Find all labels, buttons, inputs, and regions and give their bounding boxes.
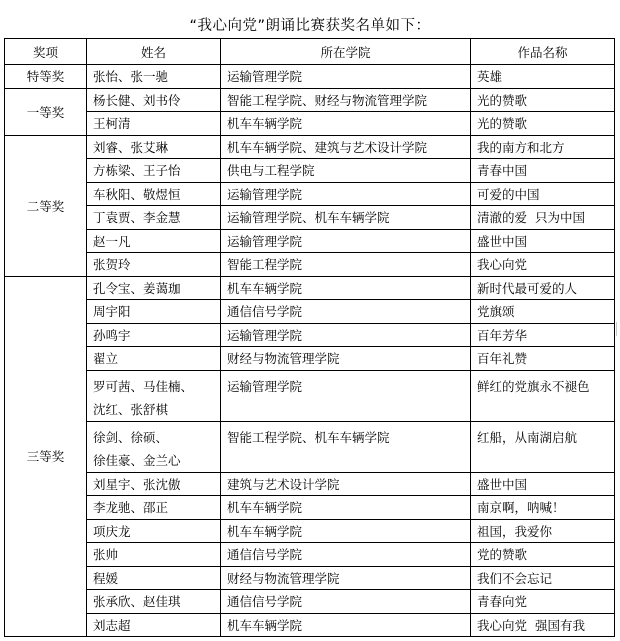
cell-college: 运输管理学院 [221,323,471,347]
cell-work [471,421,615,472]
cell-work: 百年芳华 [471,323,615,347]
cell-college: 运输管理学院 [221,182,471,206]
table-row [5,253,615,277]
header-award: 奖项 [5,39,87,65]
table-row [5,206,615,230]
cell-work: 青春向党 [471,590,615,614]
cell-names: 项庆龙 [87,519,221,543]
table-row [5,65,615,89]
cell-work: 盛世中国 [471,472,615,496]
cell-college: 运输管理学院 [221,65,471,89]
header-work: 作品名称 [471,39,615,65]
cell-names: 杨长健、刘书伶 [87,88,221,112]
cell-college [221,370,471,421]
cell-names: 张承欣、赵佳琪 [87,590,221,614]
cell-college: 通信信号学院 [221,543,471,567]
cell-names: 刘志超 [87,613,221,637]
cell-college: 智能工程学院 [221,253,471,277]
cell-college: 供电与工程学院 [221,159,471,183]
cell-college: 财经与物流管理学院 [221,347,471,371]
table-row [5,182,615,206]
table-header-row [5,39,615,65]
table-row [5,112,615,136]
name-line: 徐剑、徐硕、 [93,429,169,445]
cell-names: 王柯清 [87,112,221,136]
table-row [5,276,615,300]
cell-names: 张怡、张一驰 [87,65,221,89]
table-row [5,300,615,324]
table-row [5,370,615,421]
name-line: 罗可茜、马佳楠、 [93,378,194,394]
table-row [5,135,615,159]
work-text: 红船，从南湖启航 [477,429,578,445]
cell-names: 方栋梁、王子怡 [87,159,221,183]
table-row [5,566,615,590]
cell-names: 刘睿、张艾琳 [87,135,221,159]
award-third: 三等奖 [5,276,87,637]
table-row [5,229,615,253]
cell-work: 英雄 [471,65,615,89]
table-row [5,519,615,543]
table-row [5,323,615,347]
table-row [5,88,615,112]
name-line: 徐佳豪、金兰心 [93,452,181,468]
cell-work: 清澈的爱 只为中国 [471,206,615,230]
scroll-edge-mark [616,322,620,336]
award-second: 二等奖 [5,135,87,276]
cell-college: 通信信号学院 [221,300,471,324]
cell-college: 建筑与艺术设计学院 [221,472,471,496]
table-row [5,347,615,371]
award-table [4,38,615,637]
cell-names: 翟立 [87,347,221,371]
table-row [5,159,615,183]
cell-work: 祖国，我爱你 [471,519,615,543]
cell-work: 南京啊，呐喊！ [471,496,615,520]
cell-work: 百年礼赞 [471,347,615,371]
cell-work: 盛世中国 [471,229,615,253]
cell-names: 张帅 [87,543,221,567]
cell-names: 赵一凡 [87,229,221,253]
cell-work: 我心向党 [471,253,615,277]
cell-names: 孙鸣宇 [87,323,221,347]
cell-college [221,421,471,472]
cell-college: 财经与物流管理学院 [221,566,471,590]
cell-work: 光的赞歌 [471,88,615,112]
table-row [5,543,615,567]
cell-names: 李龙驰、邵正 [87,496,221,520]
college-text: 运输管理学院 [227,378,303,394]
table-row [5,590,615,614]
college-text: 智能工程学院、机车车辆学院 [227,429,390,445]
cell-names [87,370,221,421]
cell-names: 张贺玲 [87,253,221,277]
cell-college: 运输管理学院、机车车辆学院 [221,206,471,230]
award-special: 特等奖 [5,65,87,89]
cell-college: 机车车辆学院 [221,496,471,520]
cell-college: 机车车辆学院、建筑与艺术设计学院 [221,135,471,159]
page-title: “我心向党”朗诵比赛获奖名单如下： [189,18,431,34]
cell-college: 机车车辆学院 [221,276,471,300]
cell-names: 刘星宇、张沈傲 [87,472,221,496]
cell-work: 党的赞歌 [471,543,615,567]
table-row [5,496,615,520]
cell-work: 我心向党 强国有我 [471,613,615,637]
cell-college: 机车车辆学院 [221,112,471,136]
cell-names: 孔令宝、姜蔼珈 [87,276,221,300]
header-name: 姓名 [87,39,221,65]
table-row [5,472,615,496]
cell-college: 机车车辆学院 [221,613,471,637]
cell-work: 可爱的中国 [471,182,615,206]
cell-work: 光的赞歌 [471,112,615,136]
cell-names: 程媛 [87,566,221,590]
work-text: 鲜红的党旗永不褪色 [477,378,590,394]
header-college: 所在学院 [221,39,471,65]
cell-work: 我的南方和北方 [471,135,615,159]
cell-college: 智能工程学院、财经与物流管理学院 [221,88,471,112]
cell-work: 党旗颂 [471,300,615,324]
cell-work [471,370,615,421]
table-row [5,421,615,472]
cell-names: 车秋阳、敬煜恒 [87,182,221,206]
award-first: 一等奖 [5,88,87,135]
cell-names: 丁袁贾、李金慧 [87,206,221,230]
cell-work: 青春中国 [471,159,615,183]
cell-work: 新时代最可爱的人 [471,276,615,300]
name-line: 沈红、张舒棋 [93,401,169,417]
cell-college: 通信信号学院 [221,590,471,614]
cell-work: 我们不会忘记 [471,566,615,590]
table-row [5,613,615,637]
cell-names [87,421,221,472]
cell-college: 运输管理学院 [221,229,471,253]
cell-college: 机车车辆学院 [221,519,471,543]
cell-names: 周宇阳 [87,300,221,324]
